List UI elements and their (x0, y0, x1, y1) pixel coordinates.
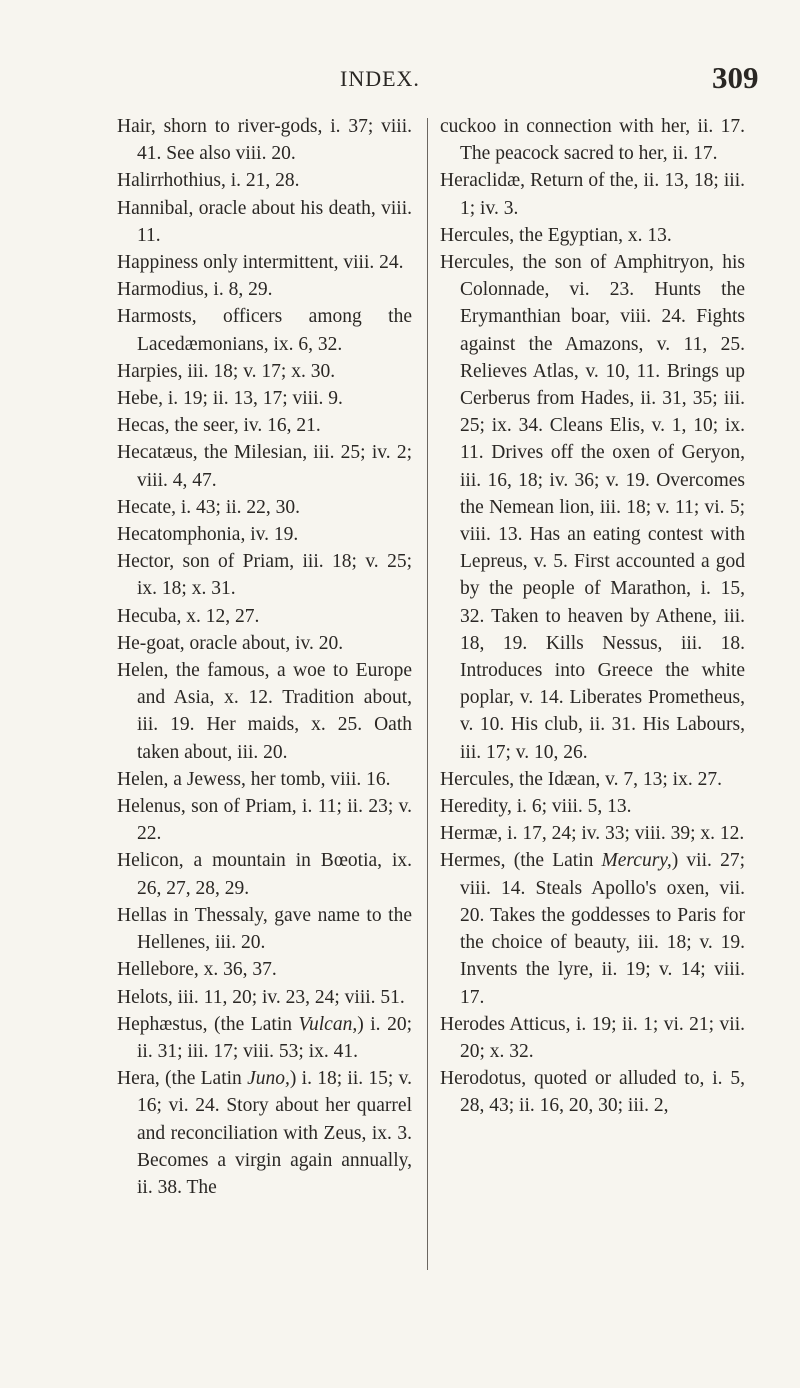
index-entry (440, 113, 745, 167)
index-entry (117, 276, 412, 303)
entry-text: cuckoo in connection with her, ii. 17. The peacock sacred to her, ii. 17. (440, 116, 745, 165)
index-entry (117, 303, 412, 357)
entry-latin-name: Juno, (247, 1068, 290, 1090)
entry-text: Hermæ, i. 17, 24; iv. 33; viii. 39; x. 12. (440, 823, 745, 845)
index-entry (440, 249, 745, 766)
column-divider (427, 118, 428, 1270)
index-entry (117, 1065, 412, 1201)
entry-text: Hera, (the Latin (117, 1068, 248, 1090)
entry-text: Harpies, iii. 18; v. 17; x. 30. (117, 360, 336, 382)
entry-text: Hecatæus, the Milesian, iii. 25; iv. 2; viii. 4, 47. (117, 442, 412, 491)
index-entry (117, 385, 412, 412)
page-header (0, 60, 800, 100)
index-entry (117, 847, 412, 901)
index-entry (117, 167, 412, 194)
index-entry (117, 195, 412, 249)
index-entry (117, 494, 412, 521)
index-entry (117, 548, 412, 602)
index-entry (117, 603, 412, 630)
entry-text: Hercules, the Egyptian, x. 13. (440, 224, 672, 246)
index-entry (440, 1011, 745, 1065)
entry-text: Helots, iii. 11, 20; iv. 23, 24; viii. 51. (117, 986, 405, 1008)
index-column-left (117, 113, 412, 1201)
index-entry (117, 412, 412, 439)
index-entry (117, 439, 412, 493)
index-column-right (440, 113, 745, 1120)
index-entry (117, 113, 412, 167)
entry-text: Helicon, a mountain in Bœotia, ix. 26, 27, 28, 29. (117, 850, 412, 899)
entry-text: Hair, shorn to river-gods, i. 37; viii. 41. See also viii. 20. (117, 116, 412, 165)
index-entry (440, 766, 745, 793)
index-entry (117, 984, 412, 1011)
index-entry (440, 1065, 745, 1119)
entry-latin-name: Vulcan, (298, 1013, 358, 1035)
entry-text: Hercules, the Idæan, v. 7, 13; ix. 27. (440, 768, 722, 790)
entry-text: Hermes, (the Latin (440, 850, 602, 872)
index-entry (440, 167, 745, 221)
entry-text: Harmodius, i. 8, 29. (117, 279, 273, 301)
entry-text: Hecate, i. 43; ii. 22, 30. (117, 496, 301, 518)
index-entry (117, 249, 412, 276)
entry-text: Hercules, the son of Amphitryon, his Colonnade, vi. 23. Hunts the Erymanthian boar, viii. 24. Fights against the Amazons, v. 11, 25. Relieves Atlas, v. 10, 11. Brings up Cerberus from Hades, ii. 31, 35; iii. 25; ix. 34. Cleans Elis, v. 1, 10; ix. 11. Drives off the oxen of Geryon, iii. 16, 18; iv. 36; v. 19. Overcomes the Nemean lion, iii. 18; v. 11; vi. 5; viii. 13. Has an eating contest with Lepreus, v. 5. First accounted a god by the people of Marathon, i. 15, 32. Taken to heaven by Athene, iii. 18, 19. Kills Nessus, iii. 18. Introduces into Greece the white poplar, v. 14. Liberates Prometheus, v. 10. His club, ii. 31. His Labours, iii. 17; v. 10, 26. (440, 252, 745, 763)
index-entry (117, 358, 412, 385)
entry-text: ) i. 18; ii. 15; v. 16; vi. 24. Story about her quarrel and reconciliation with Zeus, ix. 3. Becomes a virgin again annually, ii. 38. The (137, 1068, 412, 1198)
entry-text: Hephæstus, (the Latin (117, 1013, 299, 1035)
entry-text: Hellebore, x. 36, 37. (117, 959, 277, 981)
entry-text: Halirrhothius, i. 21, 28. (117, 170, 300, 192)
entry-text: Hannibal, oracle about his death, viii. 11. (117, 197, 412, 246)
entry-text: Hecas, the seer, iv. 16, 21. (117, 415, 321, 437)
entry-text: Hellas in Thessaly, gave name to the Hellenes, iii. 20. (117, 904, 412, 954)
entry-text: ) vii. 27; viii. 14. Steals Apollo's oxen, vii. 20. Takes the goddesses to Paris for the choice of beauty, iii. 18; v. 19. Invents the lyre, ii. 19; v. 14; viii. 17. (460, 850, 745, 1008)
index-entry (440, 222, 745, 249)
entry-text: Hector, son of Priam, iii. 18; v. 25; ix. 18; x. 31. (117, 551, 412, 600)
index-entry (117, 630, 412, 657)
index-entry (440, 847, 745, 1010)
entry-text: Happiness only intermittent, viii. 24. (117, 252, 404, 274)
entry-latin-name: Mercury, (601, 850, 672, 872)
entry-text: Herodotus, quoted or alluded to, i. 5, 28, 43; ii. 16, 20, 30; iii. 2, (440, 1068, 745, 1117)
entry-text: Helen, the famous, a woe to Europe and Asia, x. 12. Tradition about, iii. 19. Her maids, x. 25. Oath taken about, iii. 20. (117, 660, 412, 763)
entry-text: Heraclidæ, Return of the, ii. 13, 18; iii. 1; iv. 3. (440, 170, 745, 219)
page-number: 309 (712, 60, 759, 95)
index-entry (117, 1011, 412, 1065)
index-entry (117, 521, 412, 548)
index-entry (117, 766, 412, 793)
index-entry (117, 956, 412, 983)
entry-text: ) i. 20; ii. 31; iii. 17; viii. 53; ix. 41. (137, 1013, 412, 1062)
entry-text: He-goat, oracle about, iv. 20. (117, 632, 344, 654)
entry-text: Heredity, i. 6; viii. 5, 13. (440, 796, 632, 818)
entry-text: Harmosts, officers among the Lacedæmonians, ix. 6, 32. (117, 306, 412, 355)
index-entry (440, 820, 745, 847)
entry-text: Hecuba, x. 12, 27. (117, 605, 260, 627)
index-entry (117, 793, 412, 847)
index-entry (440, 793, 745, 820)
entry-text: Helenus, son of Priam, i. 11; ii. 23; v. 22. (117, 796, 412, 845)
entry-text: Helen, a Jewess, her tomb, viii. 16. (117, 768, 391, 790)
entry-text: Hecatomphonia, iv. 19. (117, 524, 299, 546)
index-entry (117, 657, 412, 766)
index-entry (117, 902, 412, 956)
entry-text: Herodes Atticus, i. 19; ii. 1; vi. 21; vii. 20; x. 32. (440, 1013, 745, 1062)
entry-text: Hebe, i. 19; ii. 13, 17; viii. 9. (117, 388, 343, 410)
running-head: INDEX. (340, 66, 420, 91)
